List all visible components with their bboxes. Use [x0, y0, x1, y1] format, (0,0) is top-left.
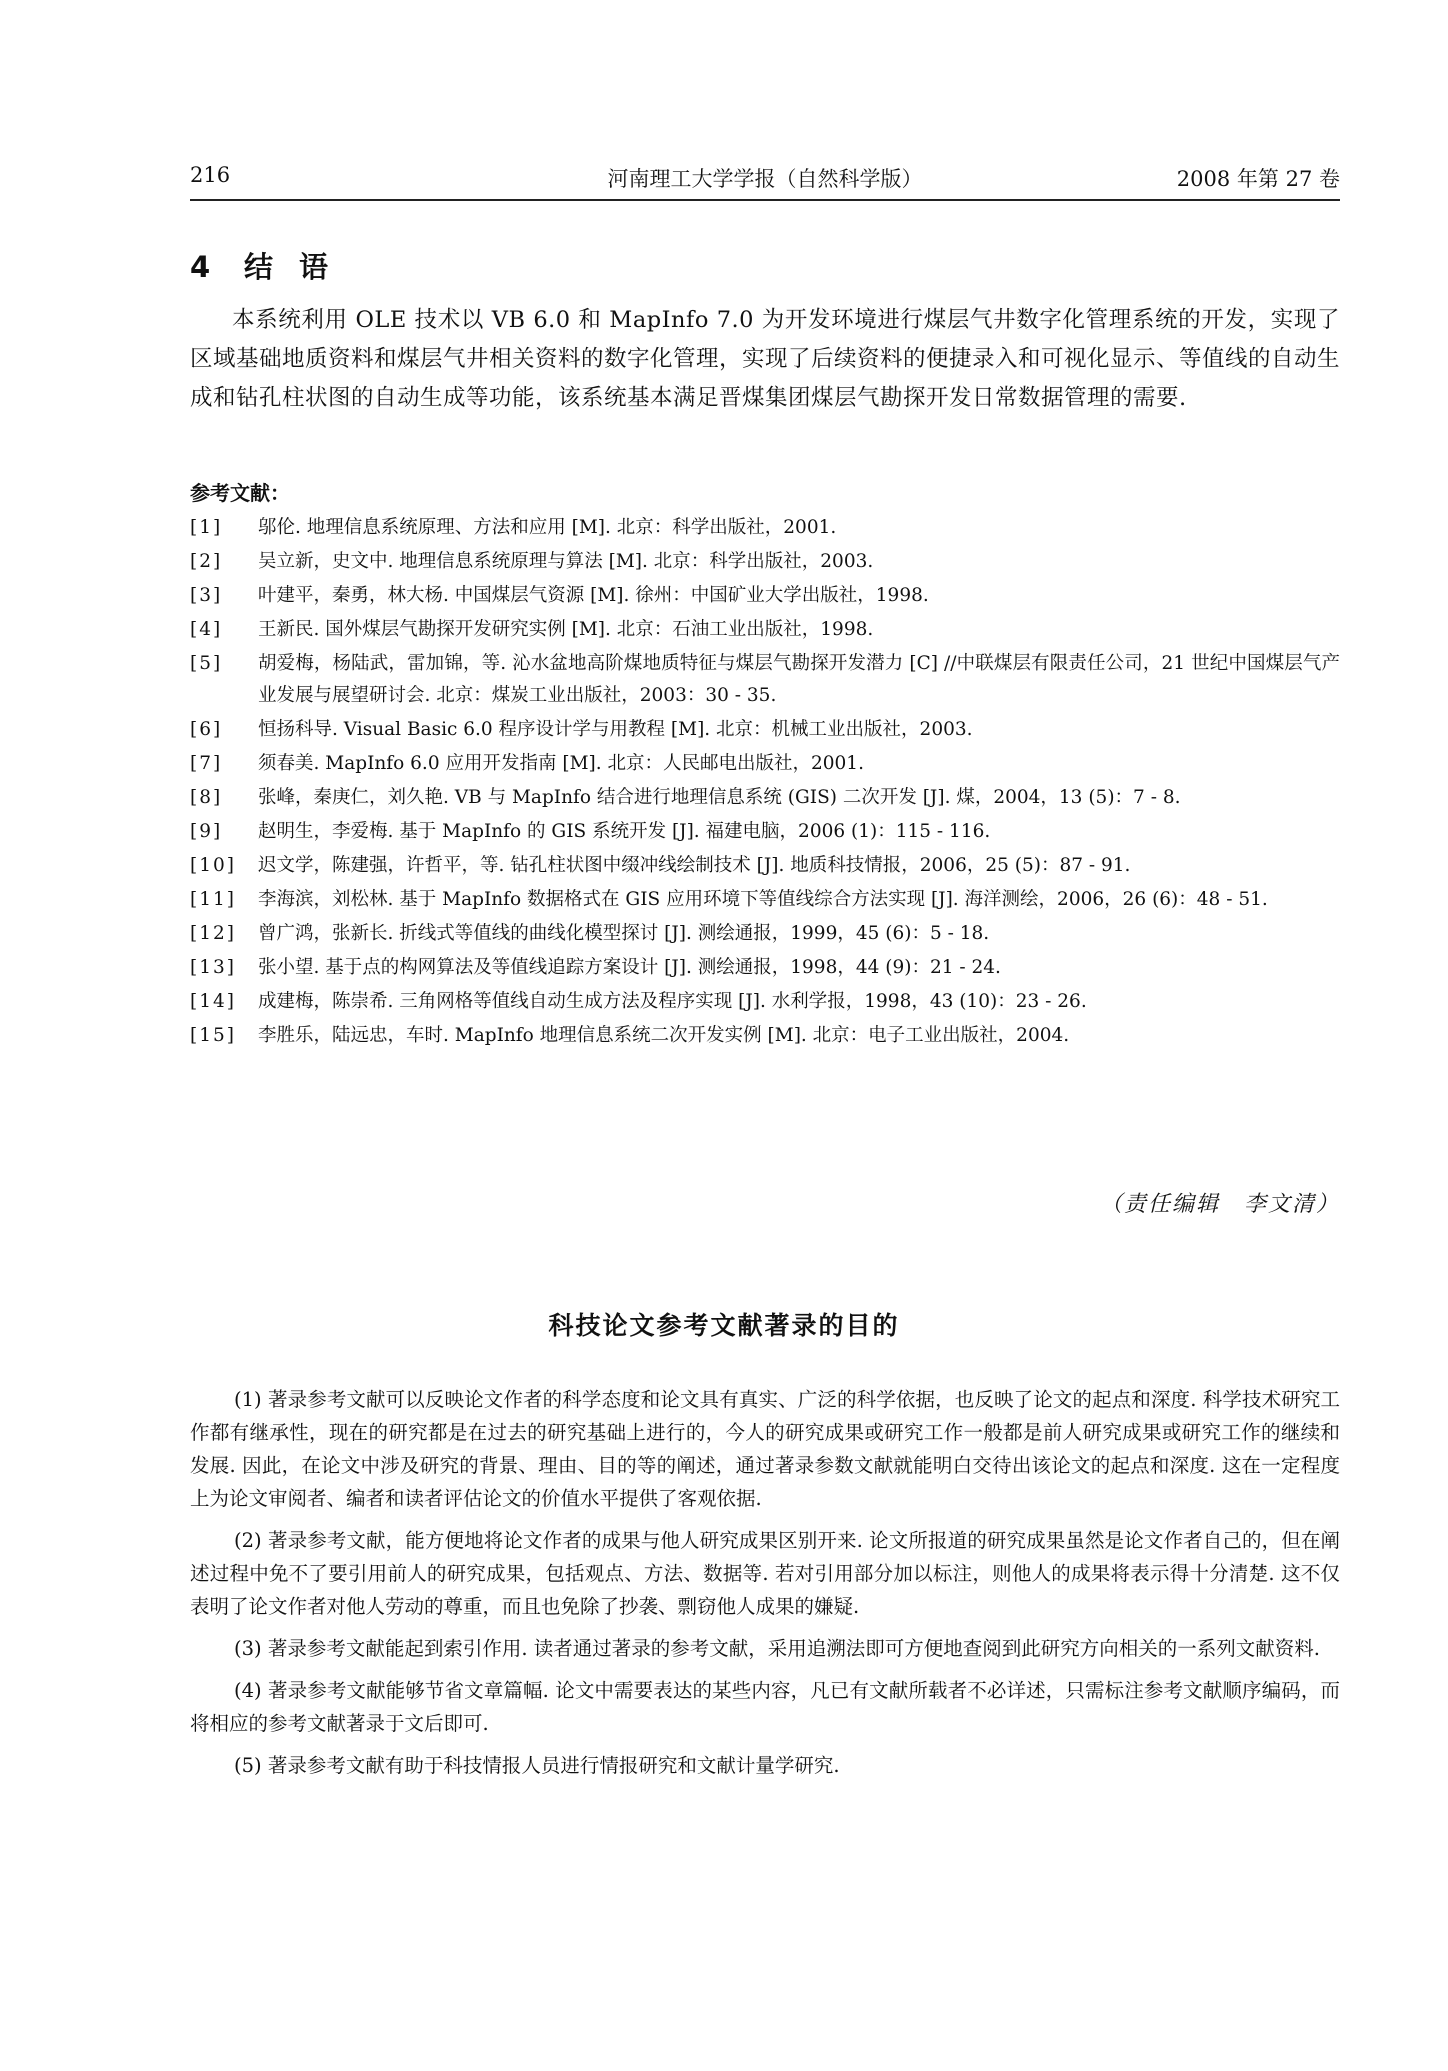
- reference-number: [8]: [190, 786, 223, 808]
- reference-item: [190, 714, 1340, 746]
- header-rule: [190, 199, 1340, 201]
- reference-text: 迟文学，陈建强，许哲平，等. 钻孔柱状图中缀冲线绘制技术 [J]. 地质科技情报，2006，25 (5)：87 - 91.: [258, 854, 1131, 876]
- conclusion-paragraph: 本系统利用 OLE 技术以 VB 6.0 和 MapInfo 7.0 为开发环境进行煤层气井数字化管理系统的开发，实现了区域基础地质资料和煤层气井相关资料的数字化管理，实现了后续资料的便捷录入和可视化显示、等值线的自动生成和钻孔柱状图的自动生成等功能，该系统基本满足晋煤集团煤层气勘探开发日常数据管理的需要.: [190, 307, 1341, 411]
- journal-name: 河南理工大学学报（自然科学版）: [607, 167, 923, 191]
- volume-info: 2008 年第 27 卷: [1176, 167, 1340, 191]
- reference-number: [15]: [190, 1024, 236, 1046]
- reference-item: [190, 884, 1340, 916]
- page-number: 216: [190, 163, 231, 187]
- reference-text: 吴立新，史文中. 地理信息系统原理与算法 [M]. 北京：科学出版社，2003.: [258, 551, 874, 572]
- reference-item: [190, 850, 1340, 882]
- filler-paragraph: (1) 著录参考文献可以反映论文作者的科学态度和论文具有真实、广泛的科学依据，也反映了论文的起点和深度. 科学技术研究工作都有继承性，现在的研究都是在过去的研究基础上进行的，今人的研究成果或研究工作一般都是前人研究成果或研究工作的继续和发展. 因此，在论文中涉及研究的背景、理由、目的等的阐述，通过著录参数文献就能明白交待出该论文的起点和深度. 这在一定程度上为论文审阅者、编者和读者评估论文的价值水平提供了客观依据.: [190, 1388, 1340, 1510]
- reference-text: 张峰，秦庚仁，刘久艳. VB 与 MapInfo 结合进行地理信息系统 (GIS) 二次开发 [J]. 煤，2004，13 (5)：7 - 8.: [258, 786, 1181, 808]
- reference-text: 胡爱梅，杨陆武，雷加锦，等. 沁水盆地高阶煤地质特征与煤层气勘探开发潜力 [C] //中联煤层有限责任公司，21 世纪中国煤层气产业发展与展望研讨会. 北京：煤炭工业出版社，2003：30 - 35.: [258, 653, 1340, 706]
- reference-item: [190, 614, 1340, 646]
- reference-number: [10]: [190, 854, 236, 876]
- reference-number: [3]: [190, 585, 223, 606]
- reference-text: 李海滨，刘松林. 基于 MapInfo 数据格式在 GIS 应用环境下等值线综合方法实现 [J]. 海洋测绘，2006，26 (6)：48 - 51.: [258, 888, 1268, 910]
- reference-text: 恒扬科导. Visual Basic 6.0 程序设计学与用教程 [M]. 北京：机械工业出版社，2003.: [258, 718, 973, 740]
- reference-text: 王新民. 国外煤层气勘探开发研究实例 [M]. 北京：石油工业出版社，1998.: [258, 619, 874, 640]
- reference-item: [190, 816, 1340, 848]
- reference-item: [190, 648, 1340, 711]
- filler-paragraph: (5) 著录参考文献有助于科技情报人员进行情报研究和文献计量学研究.: [234, 1754, 840, 1777]
- reference-item: [190, 1020, 1340, 1052]
- section-title: 结语: [244, 250, 355, 284]
- references-list: [190, 512, 1340, 1054]
- references-heading: 参考文献：: [190, 481, 290, 505]
- reference-text: 曾广鸿，张新长. 折线式等值线的曲线化模型探讨 [J]. 测绘通报，1999，45 (6)：5 - 18.: [258, 922, 990, 944]
- filler-article-body: [190, 1383, 1340, 1791]
- reference-text: 须春美. MapInfo 6.0 应用开发指南 [M]. 北京：人民邮电出版社，2001.: [258, 752, 864, 774]
- reference-number: [6]: [190, 718, 223, 740]
- reference-item: [190, 580, 1340, 612]
- reference-item: [190, 512, 1340, 544]
- reference-number: [7]: [190, 752, 223, 774]
- filler-paragraph: (4) 著录参考文献能够节省文章篇幅. 论文中需要表达的某些内容，凡已有文献所载者不必详述，只需标注参考文献顺序编码，而将相应的参考文献著录于文后即可.: [190, 1679, 1340, 1735]
- reference-text: 赵明生，李爱梅. 基于 MapInfo 的 GIS 系统开发 [J]. 福建电脑，2006 (1)：115 - 116.: [258, 820, 991, 842]
- reference-number: [11]: [190, 888, 236, 910]
- filler-article-title: 科技论文参考文献著录的目的: [548, 1311, 900, 1340]
- reference-number: [9]: [190, 820, 223, 842]
- reference-number: [2]: [190, 551, 223, 572]
- reference-item: [190, 986, 1340, 1018]
- reference-item: [190, 952, 1340, 984]
- reference-number: [13]: [190, 956, 236, 978]
- reference-item: [190, 782, 1340, 814]
- filler-paragraph: (2) 著录参考文献，能方便地将论文作者的成果与他人研究成果区别开来. 论文所报道的研究成果虽然是论文作者自己的，但在阐述过程中免不了要引用前人的研究成果，包括观点、方法、数据等. 若对引用部分加以标注，则他人的成果将表示得十分清楚. 这不仅表明了论文作者对他人劳动的尊重，而且也免除了抄袭、剽窃他人成果的嫌疑.: [190, 1529, 1340, 1618]
- reference-text: 张小望. 基于点的构网算法及等值线追踪方案设计 [J]. 测绘通报，1998，44 (9)：21 - 24.: [258, 956, 1001, 978]
- reference-text: 叶建平，秦勇，林大杨. 中国煤层气资源 [M]. 徐州：中国矿业大学出版社，1998.: [258, 585, 929, 606]
- reference-item: [190, 748, 1340, 780]
- reference-number: [12]: [190, 922, 236, 944]
- reference-number: [5]: [190, 653, 223, 674]
- reference-number: [14]: [190, 990, 236, 1012]
- reference-text: 李胜乐，陆远忠，车时. MapInfo 地理信息系统二次开发实例 [M]. 北京：电子工业出版社，2004.: [258, 1024, 1070, 1046]
- section-heading: [190, 245, 354, 286]
- responsible-editor: （责任编辑 李文清）: [1099, 1192, 1340, 1217]
- section-number: 4: [190, 250, 212, 284]
- reference-item: [190, 546, 1340, 578]
- reference-text: 成建梅，陈崇希. 三角网格等值线自动生成方法及程序实现 [J]. 水利学报，1998，43 (10)：23 - 26.: [258, 990, 1087, 1012]
- reference-number: [4]: [190, 619, 223, 640]
- reference-item: [190, 918, 1340, 950]
- reference-number: [1]: [190, 517, 223, 538]
- reference-text: 邬伦. 地理信息系统原理、方法和应用 [M]. 北京：科学出版社，2001.: [258, 517, 837, 538]
- filler-paragraph: (3) 著录参考文献能起到索引作用. 读者通过著录的参考文献，采用追溯法即可方便地查阅到此研究方向相关的一系列文献资料.: [234, 1637, 1320, 1660]
- running-header: [190, 163, 1340, 193]
